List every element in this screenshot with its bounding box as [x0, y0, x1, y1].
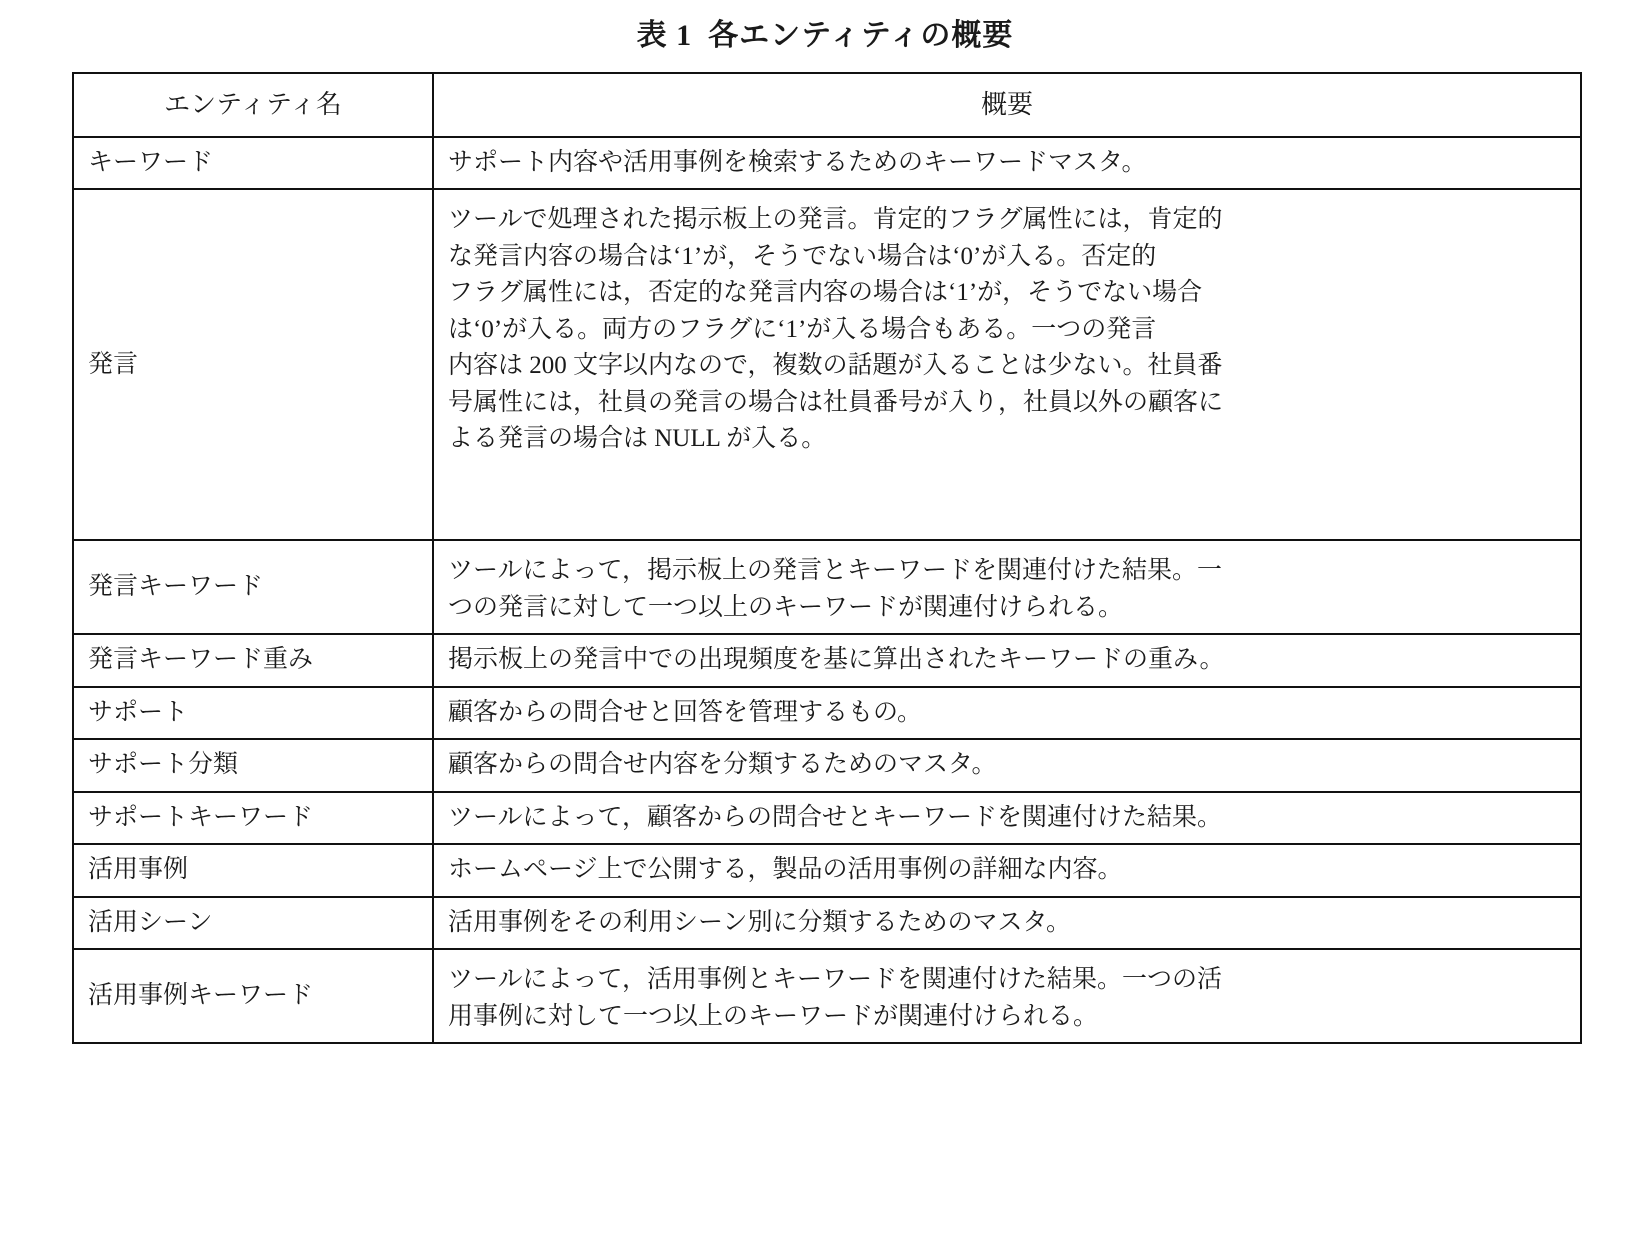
entity-description-cell	[433, 540, 1581, 634]
entity-description-cell	[433, 844, 1581, 897]
description-line: 内容は 200 文字以内なので，複数の話題が入ることは少ない。社員番	[448, 352, 1223, 380]
table-header	[73, 73, 1581, 137]
entity-description-cell	[433, 739, 1581, 792]
table-row	[73, 687, 1581, 740]
table-caption	[72, 18, 1578, 54]
table-row	[73, 897, 1581, 950]
description-line: つの発言に対して一つ以上のキーワードが関連付けられる。	[448, 593, 1124, 621]
entity-name-cell: 発言キーワード	[73, 540, 433, 634]
column-header-description: 概要	[433, 73, 1581, 137]
table-header-row	[73, 73, 1581, 137]
description-line: フラグ属性には，否定的な発言内容の場合は‘1’が，そうでない場合	[448, 279, 1203, 307]
table-caption-title: 各エンティティの概要	[708, 19, 1014, 52]
entity-description-cell	[433, 634, 1581, 687]
description-line: 掲示板上の発言中での出現頻度を基に算出されたキーワードの重み。	[448, 646, 1225, 674]
entity-name-cell: キーワード	[73, 137, 433, 190]
description-line: ホームページ上で公開する，製品の活用事例の詳細な内容。	[448, 856, 1123, 884]
description-line: な発言内容の場合は‘1’が，そうでない場合は‘0’が入る。否定的	[448, 242, 1157, 270]
description-line: 顧客からの問合せ内容を分類するためのマスタ。	[448, 751, 997, 779]
description-line: ツールによって，顧客からの問合せとキーワードを関連付けた結果。	[448, 803, 1223, 831]
table-row	[73, 137, 1581, 190]
entity-name-cell: サポート	[73, 687, 433, 740]
column-header-entity-name: エンティティ名	[73, 73, 433, 137]
entity-name-cell: 活用事例キーワード	[73, 949, 433, 1043]
description-line: 顧客からの問合せと回答を管理するもの。	[448, 698, 923, 726]
table-row	[73, 792, 1581, 845]
entity-description-cell	[433, 687, 1581, 740]
description-line: ツールによって，活用事例とキーワードを関連付けた結果。一つの活	[448, 966, 1223, 994]
entity-description-cell	[433, 792, 1581, 845]
table-row	[73, 189, 1581, 540]
entity-description-cell	[433, 137, 1581, 190]
table-row	[73, 739, 1581, 792]
description-line: 活用事例をその利用シーン別に分類するためのマスタ。	[448, 908, 1072, 936]
entity-name-cell: サポートキーワード	[73, 792, 433, 845]
description-line: 用事例に対して一つ以上のキーワードが関連付けられる。	[448, 1002, 1099, 1030]
entity-name-cell: 発言キーワード重み	[73, 634, 433, 687]
entity-name-cell: 活用事例	[73, 844, 433, 897]
entity-description-cell	[433, 897, 1581, 950]
description-line: よる発言の場合は NULL が入る。	[448, 425, 827, 453]
entity-description-cell	[433, 189, 1581, 540]
table-row	[73, 949, 1581, 1043]
table-row	[73, 634, 1581, 687]
entity-description-cell	[433, 949, 1581, 1043]
entity-name-cell: 活用シーン	[73, 897, 433, 950]
entity-summary-table	[72, 72, 1582, 1044]
table-row	[73, 540, 1581, 634]
table-row	[73, 844, 1581, 897]
description-line: サポート内容や活用事例を検索するためのキーワードマスタ。	[448, 148, 1147, 176]
description-line: は‘0’が入る。両方のフラグに‘1’が入る場合もある。一つの発言	[448, 315, 1157, 343]
entity-name-cell: サポート分類	[73, 739, 433, 792]
table-caption-number: 表 1	[636, 19, 693, 52]
description-line: ツールによって，掲示板上の発言とキーワードを関連付けた結果。一	[448, 557, 1223, 585]
description-line: ツールで処理された掲示板上の発言。肯定的フラグ属性には，肯定的	[448, 206, 1223, 234]
entity-name-cell: 発言	[73, 189, 433, 540]
description-line: 号属性には，社員の発言の場合は社員番号が入り，社員以外の顧客に	[448, 388, 1224, 416]
table-body	[73, 137, 1581, 1044]
